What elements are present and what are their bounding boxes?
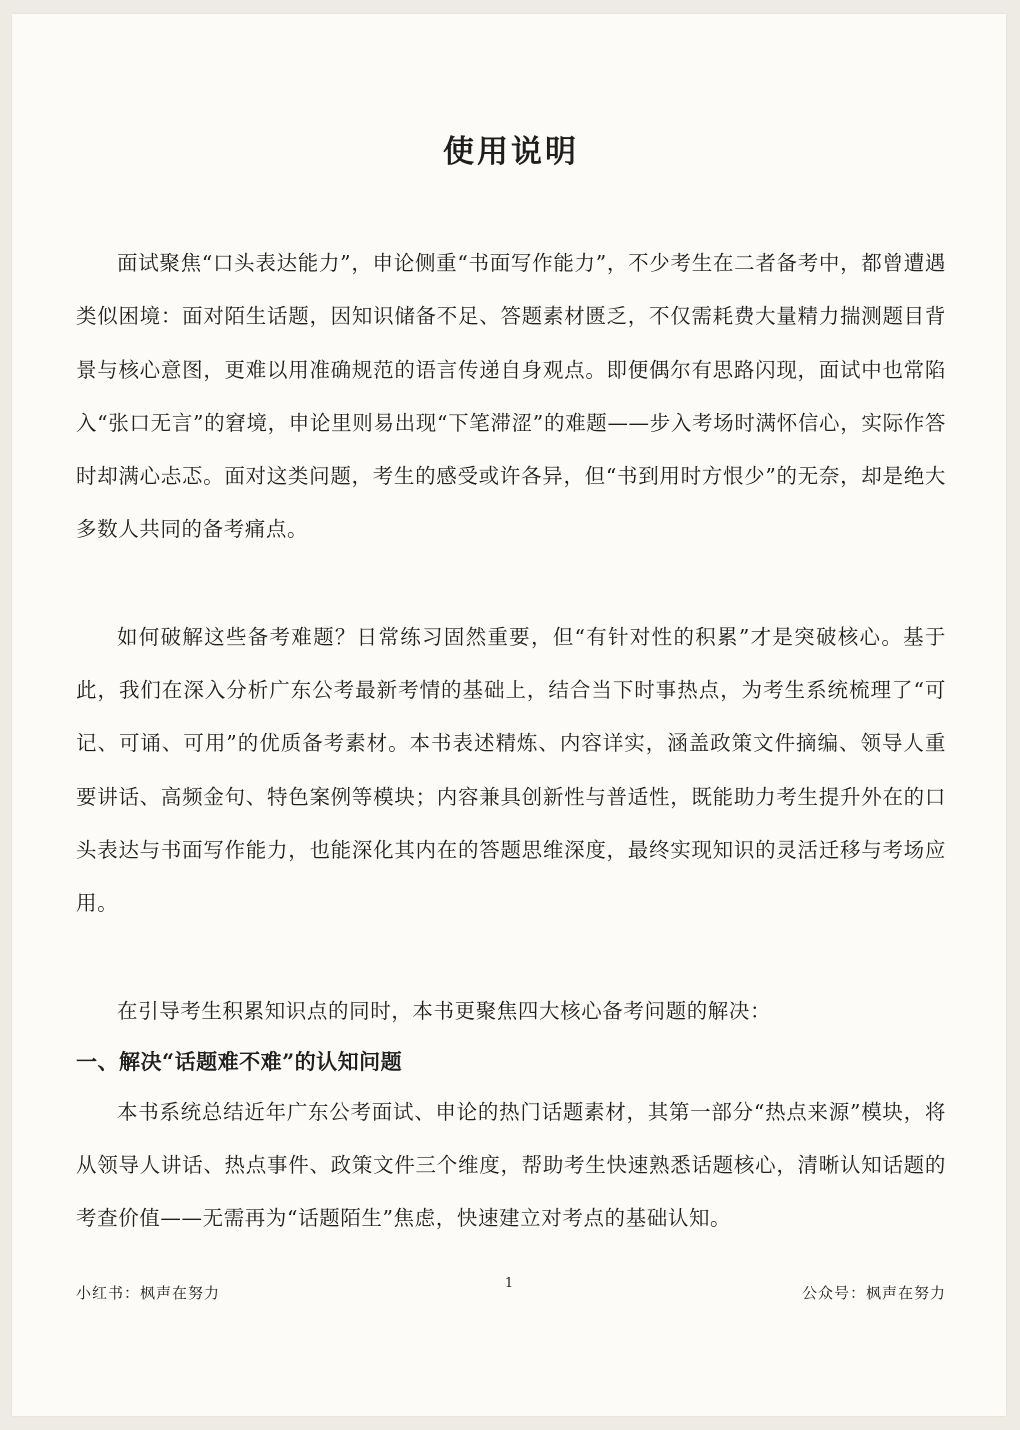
footer-left-text: 小红书：枫声在努力 bbox=[76, 1284, 221, 1302]
intro-paragraph: 面试聚焦“口头表达能力”，申论侧重“书面写作能力”，不少考生在二者备考中，都曾遭遇类似困境：面对陌生话题，因知识储备不足、答题素材匮乏，不仅需耗费大量精力揣测题目背景与核心意图，更难以用准确规范的语言传递自身观点。即便偶尔有思路闪现，面试中也常陷入“张口无言”的窘境，申论里则易出现“下笔滞涩”的难题——步入考场时满怀信心，实际作答时却满心忐忑。面对这类问题，考生的感受或许各异，但“书到用时方恨少”的无奈，却是绝大多数人共同的备考痛点。 bbox=[76, 251, 946, 542]
footer-right-text: 公众号：枫声在努力 bbox=[801, 1284, 946, 1302]
page-title: 使用说明 bbox=[443, 134, 579, 170]
page-number: 1 bbox=[504, 1276, 514, 1291]
approach-paragraph: 如何破解这些备考难题？日常练习固然重要，但“有针对性的积累”才是突破核心。基于此，我们在深入分析广东公考最新考情的基础上，结合当下时事热点，为考生系统梳理了“可记、可诵、可用”的优质备考素材。本书表述精炼、内容详实，涵盖政策文件摘编、领导人重要讲话、高频金句、特色案例等模块；内容兼具创新性与普适性，既能助力考生提升外在的口头表达与书面写作能力，也能深化其内在的答题思维深度，最终实现知识的灵活迁移与考场应用。 bbox=[76, 624, 946, 916]
document-page bbox=[12, 14, 1006, 1416]
page-content bbox=[76, 124, 946, 1246]
focus-paragraph: 在引导考生积累知识点的同时，本书更聚焦四大核心备考问题的解决： bbox=[117, 998, 772, 1023]
section-heading: 一、解决“话题难不难”的认知问题 bbox=[76, 1048, 403, 1074]
section-body: 本书系统总结近年广东公考面试、申论的热门话题素材，其第一部分“热点来源”模块，将从领导人讲话、热点事件、政策文件三个维度，帮助考生快速熟悉话题核心，清晰认知话题的考查价值——无需再为“话题陌生”焦虑，快速建立对考点的基础认知。 bbox=[76, 1099, 946, 1231]
